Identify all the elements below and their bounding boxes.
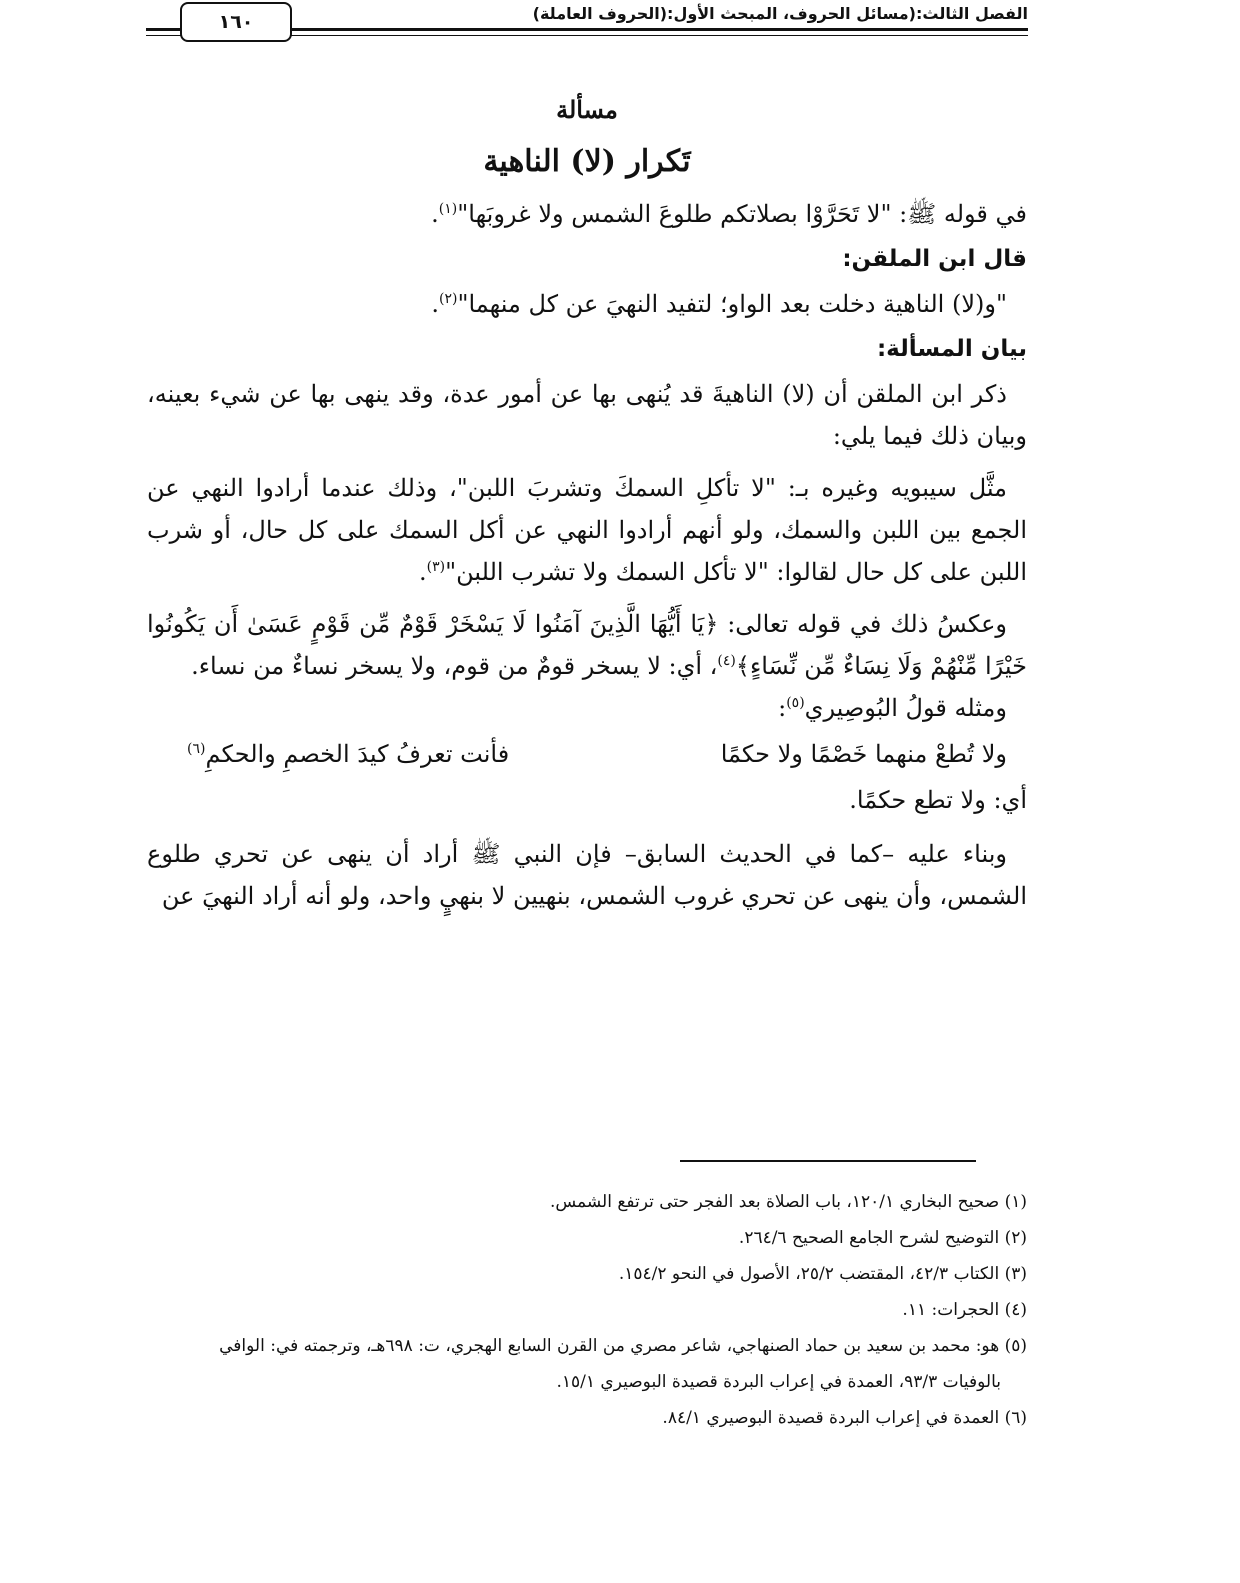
footnote-6: (٦) العمدة في إعراب البردة قصيدة البوصيري ٨٤/١.: [662, 1408, 1027, 1428]
section-heading-ibn-almulaqqin: قال ابن الملقن:: [842, 246, 1027, 272]
footnote-5-continued: بالوفيات ٩٣/٣، العمدة في إعراب البردة قصيدة البوصيري ١٥/١.: [556, 1372, 1001, 1392]
footnotes: [147, 1184, 1027, 1436]
hadith-paragraph: في قوله ﷺ: "لا تَحَرَّوْا بصلاتكم طلوعَ الشمس ولا غروبَها"$^{(١)}$.: [431, 200, 1027, 228]
page-number: ١٦٠: [180, 2, 292, 42]
paragraph-2: مثَّل سيبويه وغيره بـ: "لا تأكلِ السمكَ وتشربَ اللبن"، وذلك عندما أرادوا النهي عن الجمع بين اللبن والسمك، ولو أنهم أرادوا النهي عن أكل السمك على كل حال، أو شرب اللبن على كل حال لقالوا: "لا تأكل السمك ولا تشرب اللبن"$^{(٣)}$.: [147, 474, 1027, 586]
paragraph-4: ومثله قولُ البُوصِيري$^{(٥)}$:: [778, 694, 1007, 722]
verse-second-hemistich: فأنت تعرفُ كيدَ الخصمِ والحكمِ$^{(٦)}$: [187, 740, 510, 768]
header-chapter: الفصل الثالث: [922, 4, 1028, 23]
poetry-verse: [147, 729, 1027, 779]
section-heading-explanation: بيان المسألة:: [876, 336, 1027, 362]
footnote-ref-1[interactable]: (١): [438, 201, 458, 217]
paragraph-5: أي: ولا تطع حكمًا.: [849, 786, 1027, 814]
footnote-1: (١) صحيح البخاري ١٢٠/١، باب الصلاة بعد الفجر حتى ترتفع الشمس.: [549, 1192, 1027, 1212]
quote-paragraph: "و(لا) الناهية دخلت بعد الواو؛ لتفيد النهيَ عن كل منهما"$^{(٢)}$.: [431, 290, 1007, 318]
paragraph-1: ذكر ابن الملقن أن (لا) الناهيةَ قد يُنهى بها عن أمور عدة، وقد ينهى بها عن شيء بعينه، وبيان ذلك فيما يلي:: [147, 380, 1027, 450]
header-section: الحروف العاملة: [539, 4, 660, 23]
running-header: الفصل الثالث:(مسائل الحروف، المبحث الأول:(الحروف العاملة): [532, 4, 1028, 23]
footnote-5: (٥) هو: محمد بن سعيد بن حماد الصنهاجي، شاعر مصري من القرن السابع الهجري، ت: ٦٩٨هـ، وترجمته في: الوافي: [219, 1336, 1027, 1356]
header-subject: مسائل الحروف: [789, 4, 909, 23]
footnote-ref-4[interactable]: (٤): [717, 653, 736, 669]
paragraph-3: وعكسُ ذلك في قوله تعالى: ﴿يَا أَيُّهَا الَّذِينَ آمَنُوا لَا يَسْخَرْ قَوْمٌ مِّن قَوْمٍ عَسَىٰ أَن يَكُونُوا خَيْرًا مِّنْهُمْ وَلَا نِسَاءٌ مِّن نِّسَاءٍ﴾$^{(٤)}$، أي: لا يسخر قومٌ من قوم، ولا يسخر نساءٌ من نساء.: [147, 610, 1027, 680]
footnote-2: (٢) التوضيح لشرح الجامع الصحيح ٢٦٤/٦.: [738, 1228, 1027, 1248]
footnote-separator: [680, 1160, 976, 1162]
footnote-ref-3[interactable]: (٣): [426, 559, 446, 575]
page-subtitle: تَكرار (لا) الناهية: [483, 144, 691, 179]
footnote-4: (٤) الحجرات: ١١.: [902, 1300, 1027, 1320]
footnote-ref-2[interactable]: (٢): [438, 291, 458, 307]
paragraph-6: وبناء عليه –كما في الحديث السابق– فإن النبي ﷺ أراد أن ينهى عن تحري طلوع الشمس، وأن ينهى عن تحري غروب الشمس، بنهيين لا بنهيٍ واحد، ولو أنه أراد النهيَ عن: [147, 840, 1027, 910]
verse-first-hemistich: ولا تُطعْ منهما خَصْمًا ولا حكمًا: [720, 740, 1007, 768]
page-title: مسألة: [556, 95, 618, 124]
footnote-ref-6[interactable]: (٦): [187, 741, 206, 757]
main-content: [147, 95, 1027, 917]
footnote-3: (٣) الكتاب ٤٢/٣، المقتضب ٢٥/٢، الأصول في النحو ١٥٤/٢.: [618, 1264, 1027, 1284]
footnote-ref-5[interactable]: (٥): [786, 695, 805, 711]
